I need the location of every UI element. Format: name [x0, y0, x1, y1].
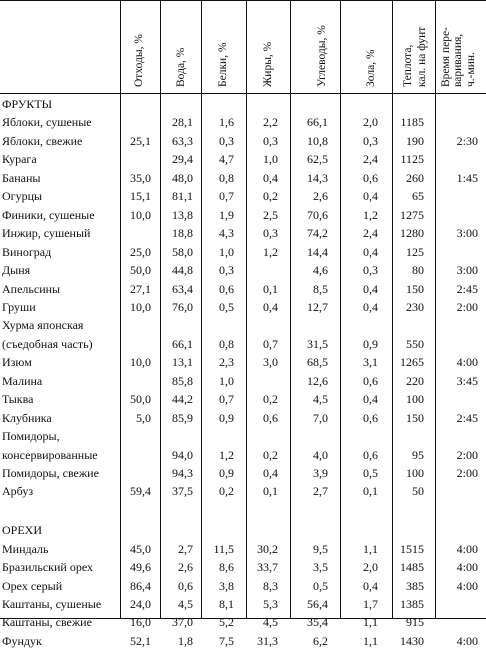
value-col-4: 0,2: [263, 392, 278, 407]
value-col-7: 1515: [400, 541, 424, 556]
value-col-7: 1275: [400, 207, 424, 222]
value-col-2: 44,2: [172, 392, 193, 407]
column-divider-1: [120, 0, 121, 619]
value-col-6: 0,3: [363, 133, 378, 148]
value-col-2: 63,3: [172, 133, 193, 148]
value-col-4: 0,3: [263, 133, 278, 148]
value-col-2: 94,3: [172, 466, 193, 480]
value-col-2: 63,4: [172, 281, 193, 296]
row-label: Апельсины: [2, 281, 61, 296]
value-col-4: 2,5: [263, 207, 278, 222]
value-col-5: 4,0: [313, 447, 328, 462]
value-col-7: 50: [412, 484, 424, 499]
value-col-8: 2:00: [456, 466, 478, 480]
value-col-3: 0,7: [219, 189, 234, 204]
value-col-1: 5,0: [136, 410, 151, 425]
value-col-8: 4:00: [456, 633, 478, 648]
value-col-2: 29,4: [172, 152, 193, 167]
value-col-1: 27,1: [130, 281, 151, 296]
value-col-1: 10,0: [130, 355, 151, 370]
value-col-3: 7,5: [219, 633, 234, 648]
value-col-3: 1,2: [219, 447, 234, 462]
row-label: Огурцы: [2, 189, 43, 204]
value-col-6: 0,4: [363, 299, 378, 314]
value-col-2: 0,6: [178, 578, 193, 593]
value-col-7: 230: [406, 299, 424, 314]
value-col-7: 150: [406, 410, 424, 425]
value-col-5: 14,4: [307, 244, 328, 259]
value-col-8: 2:45: [456, 410, 478, 425]
value-col-8: 2:00: [456, 299, 478, 314]
value-col-3: 4,7: [219, 152, 234, 167]
value-col-2: 44,8: [172, 263, 193, 278]
value-col-3: 1,9: [219, 207, 234, 222]
value-col-4: 8,3: [263, 578, 278, 593]
row-label: Хурма японская: [2, 318, 84, 333]
value-col-8: 3:00: [456, 226, 478, 241]
value-col-3: 11,5: [213, 541, 234, 556]
value-col-7: 915: [406, 615, 424, 630]
row-label: Яблоки, сушеные: [2, 115, 92, 130]
value-col-5: 7,0: [313, 410, 328, 425]
value-col-5: 8,5: [313, 281, 328, 296]
value-col-3: 0,3: [219, 263, 234, 278]
column-header-4: Жиры, %: [262, 41, 274, 87]
value-col-3: 3,8: [219, 578, 234, 593]
value-col-6: 0,6: [363, 410, 378, 425]
value-col-3: 0,6: [219, 281, 234, 296]
column-header-8-line-3: ч.-мин.: [465, 52, 477, 87]
value-col-2: 1,8: [178, 633, 193, 648]
value-col-7: 385: [406, 578, 424, 593]
column-header-5: Углеводы, %: [316, 25, 328, 87]
value-col-6: 0,6: [363, 373, 378, 388]
value-col-6: 0,4: [363, 189, 378, 204]
value-col-3: 0,9: [219, 466, 234, 480]
value-col-6: 1,1: [363, 633, 378, 648]
value-col-4: 1,2: [263, 244, 278, 259]
value-col-4: 0,2: [263, 189, 278, 204]
value-col-5: 4,5: [313, 392, 328, 407]
value-col-5: 9,5: [313, 541, 328, 556]
row-label: Бананы: [2, 170, 41, 185]
value-col-8: 1:45: [456, 170, 478, 185]
value-col-5: 3,9: [313, 466, 328, 480]
value-col-4: 0,1: [263, 484, 278, 499]
row-label: Помидоры,: [2, 429, 60, 444]
value-col-8: 4:00: [456, 560, 478, 575]
value-col-1: 25,0: [130, 244, 151, 259]
value-col-4: 30,2: [257, 541, 278, 556]
value-col-3: 8,6: [219, 560, 234, 575]
column-header-8-line-1: Время пере-: [440, 27, 452, 87]
value-col-5: 56,4: [307, 596, 328, 611]
value-col-5: 4,6: [313, 263, 328, 278]
value-col-4: 0,6: [263, 410, 278, 425]
value-col-6: 0,4: [363, 392, 378, 407]
value-col-6: 1,7: [363, 596, 378, 611]
value-col-2: 18,8: [172, 226, 193, 241]
value-col-5: 68,5: [307, 355, 328, 370]
value-col-4: 31,3: [257, 633, 278, 648]
value-col-7: 125: [406, 244, 424, 259]
value-col-6: 2,0: [363, 560, 378, 575]
value-col-3: 1,0: [219, 244, 234, 259]
value-col-6: 1,2: [363, 207, 378, 222]
column-divider-3: [201, 0, 202, 619]
value-col-2: 2,7: [178, 541, 193, 556]
value-col-2: 81,1: [172, 189, 193, 204]
column-divider-6: [340, 0, 341, 619]
value-col-7: 1280: [400, 226, 424, 241]
value-col-2: 2,6: [178, 560, 193, 575]
value-col-4: 2,2: [263, 115, 278, 130]
row-label: Курага: [2, 152, 37, 167]
value-col-2: 76,0: [172, 299, 193, 314]
value-col-2: 66,1: [172, 336, 193, 351]
value-col-7: 1125: [400, 152, 424, 167]
value-col-2: 37,0: [172, 615, 193, 630]
value-col-1: 25,1: [130, 133, 151, 148]
value-col-4: 5,3: [263, 596, 278, 611]
value-col-3: 5,2: [219, 615, 234, 630]
value-col-3: 0,7: [219, 392, 234, 407]
value-col-5: 14,3: [307, 170, 328, 185]
value-col-4: 3,0: [263, 355, 278, 370]
value-col-7: 190: [406, 133, 424, 148]
value-col-4: 0,4: [263, 299, 278, 314]
value-col-6: 0,1: [363, 484, 378, 499]
column-divider-2: [160, 0, 161, 619]
column-header-8-line-2: варивания,: [452, 33, 464, 87]
value-col-7: 1485: [400, 560, 424, 575]
value-col-3: 1,6: [219, 115, 234, 130]
value-col-1: 15,1: [130, 189, 151, 204]
value-col-6: 2,4: [363, 226, 378, 241]
column-header-7-line-2: кал. на фунт: [416, 26, 428, 87]
value-col-2: 37,5: [172, 484, 193, 499]
value-col-6: 0,3: [363, 263, 378, 278]
value-col-3: 1,0: [219, 373, 234, 388]
value-col-4: 4,5: [263, 615, 278, 630]
value-col-2: 85,9: [172, 410, 193, 425]
value-col-7: 150: [406, 281, 424, 296]
value-col-1: 24,0: [130, 596, 151, 611]
value-col-6: 1,1: [363, 541, 378, 556]
value-col-7: 95: [412, 447, 424, 462]
value-col-3: 0,3: [219, 133, 234, 148]
row-label: Фундук: [2, 633, 42, 648]
value-col-7: 1430: [400, 633, 424, 648]
value-col-2: 94,0: [172, 447, 193, 462]
row-label: Помидоры, свежие: [2, 466, 99, 480]
value-col-2: 28,1: [172, 115, 193, 130]
value-col-1: 52,1: [130, 633, 151, 648]
value-col-6: 2,0: [363, 115, 378, 130]
value-col-6: 0,4: [363, 578, 378, 593]
value-col-3: 0,8: [219, 170, 234, 185]
value-col-7: 100: [406, 392, 424, 407]
value-col-6: 0,9: [363, 336, 378, 351]
value-col-3: 0,2: [219, 484, 234, 499]
value-col-4: 0,4: [263, 466, 278, 480]
value-col-5: 70,6: [307, 207, 328, 222]
value-col-5: 10,8: [307, 133, 328, 148]
value-col-8: 2:00: [456, 447, 478, 462]
value-col-1: 45,0: [130, 541, 151, 556]
row-label: консервированные: [2, 447, 98, 462]
column-divider-7: [392, 0, 393, 619]
top-rule: [0, 0, 486, 1]
value-col-5: 35,4: [307, 615, 328, 630]
value-col-8: 4:00: [456, 578, 478, 593]
value-col-6: 0,6: [363, 170, 378, 185]
value-col-4: 33,7: [257, 560, 278, 575]
value-col-7: 1185: [400, 115, 424, 130]
value-col-8: 4:00: [456, 541, 478, 556]
row-label: Финики, сушеные: [2, 207, 95, 222]
value-col-3: 0,9: [219, 410, 234, 425]
value-col-7: 550: [406, 336, 424, 351]
value-col-5: 12,7: [307, 299, 328, 314]
column-header-2: Вода, %: [175, 47, 187, 87]
row-label: Инжир, сушеный: [2, 226, 91, 241]
value-col-3: 8,1: [219, 596, 234, 611]
row-label: (съедобная часть): [2, 336, 93, 351]
row-label: Яблоки, свежие: [2, 133, 83, 148]
value-col-5: 0,5: [313, 578, 328, 593]
value-col-7: 80: [412, 263, 424, 278]
value-col-1: 49,6: [130, 560, 151, 575]
value-col-4: 0,2: [263, 447, 278, 462]
value-col-5: 74,2: [307, 226, 328, 241]
value-col-3: 4,3: [219, 226, 234, 241]
value-col-2: 85,8: [172, 373, 193, 388]
value-col-4: 0,3: [263, 226, 278, 241]
column-divider-4: [246, 0, 247, 619]
value-col-6: 2,4: [363, 152, 378, 167]
row-label: Каштаны, свежие: [2, 615, 92, 630]
value-col-8: 2:30: [456, 133, 478, 148]
value-col-4: 0,4: [263, 170, 278, 185]
value-col-8: 4:00: [456, 355, 478, 370]
section-title-1: ФРУКТЫ: [2, 97, 53, 111]
value-col-5: 2,6: [313, 189, 328, 204]
value-col-7: 1265: [400, 355, 424, 370]
value-col-1: 35,0: [130, 170, 151, 185]
value-col-4: 0,1: [263, 281, 278, 296]
value-col-5: 3,5: [313, 560, 328, 575]
value-col-4: 1,0: [263, 152, 278, 167]
value-col-2: 48,0: [172, 170, 193, 185]
row-label: Бразильский орех: [2, 560, 94, 575]
value-col-7: 100: [406, 466, 424, 480]
value-col-8: 3:45: [456, 373, 478, 388]
value-col-2: 58,0: [172, 244, 193, 259]
column-header-6: Зола, %: [365, 49, 377, 87]
row-label: Орех серый: [2, 578, 63, 593]
value-col-5: 66,1: [307, 115, 328, 130]
value-col-5: 6,2: [313, 633, 328, 648]
value-col-7: 260: [406, 170, 424, 185]
value-col-1: 10,0: [130, 207, 151, 222]
value-col-7: 1385: [400, 596, 424, 611]
value-col-1: 16,0: [130, 615, 151, 630]
value-col-5: 12,6: [307, 373, 328, 388]
value-col-6: 0,6: [363, 447, 378, 462]
value-col-1: 50,0: [130, 392, 151, 407]
value-col-4: 0,7: [263, 336, 278, 351]
row-label: Арбуз: [2, 484, 34, 499]
value-col-3: 0,5: [219, 299, 234, 314]
row-label: Каштаны, сушеные: [2, 596, 102, 611]
value-col-6: 3,1: [363, 355, 378, 370]
value-col-5: 62,5: [307, 152, 328, 167]
value-col-8: 3:00: [456, 263, 478, 278]
row-label: Изюм: [2, 355, 32, 370]
row-label: Виноград: [2, 244, 52, 259]
value-col-6: 0,5: [363, 466, 378, 480]
row-label: Миндаль: [2, 541, 49, 556]
value-col-2: 4,5: [178, 596, 193, 611]
column-divider-8: [435, 0, 436, 619]
value-col-8: 2:45: [456, 281, 478, 296]
row-label: Малина: [2, 373, 43, 388]
value-col-1: 59,4: [130, 484, 151, 499]
value-col-5: 31,5: [307, 336, 328, 351]
value-col-5: 2,7: [313, 484, 328, 499]
column-header-3: Белки, %: [217, 42, 229, 87]
value-col-1: 50,0: [130, 263, 151, 278]
value-col-2: 13,8: [172, 207, 193, 222]
row-label: Груши: [2, 299, 36, 314]
column-header-1: Отходы, %: [133, 34, 145, 87]
value-col-1: 10,0: [130, 299, 151, 314]
value-col-1: 86,4: [130, 578, 151, 593]
header-rule: [0, 93, 486, 94]
row-label: Тыква: [2, 392, 34, 407]
section-title-2: ОРЕХИ: [2, 523, 43, 538]
row-label: Дыня: [2, 263, 31, 278]
value-col-3: 2,3: [219, 355, 234, 370]
value-col-2: 13,1: [172, 355, 193, 370]
value-col-3: 0,8: [219, 336, 234, 351]
column-header-7-line-1: Теплота,: [402, 44, 414, 87]
value-col-6: 0,4: [363, 244, 378, 259]
value-col-6: 1,1: [363, 615, 378, 630]
value-col-7: 220: [406, 373, 424, 388]
column-divider-5: [290, 0, 291, 619]
row-label: Клубника: [2, 410, 52, 425]
value-col-7: 65: [412, 189, 424, 204]
value-col-6: 0,4: [363, 281, 378, 296]
